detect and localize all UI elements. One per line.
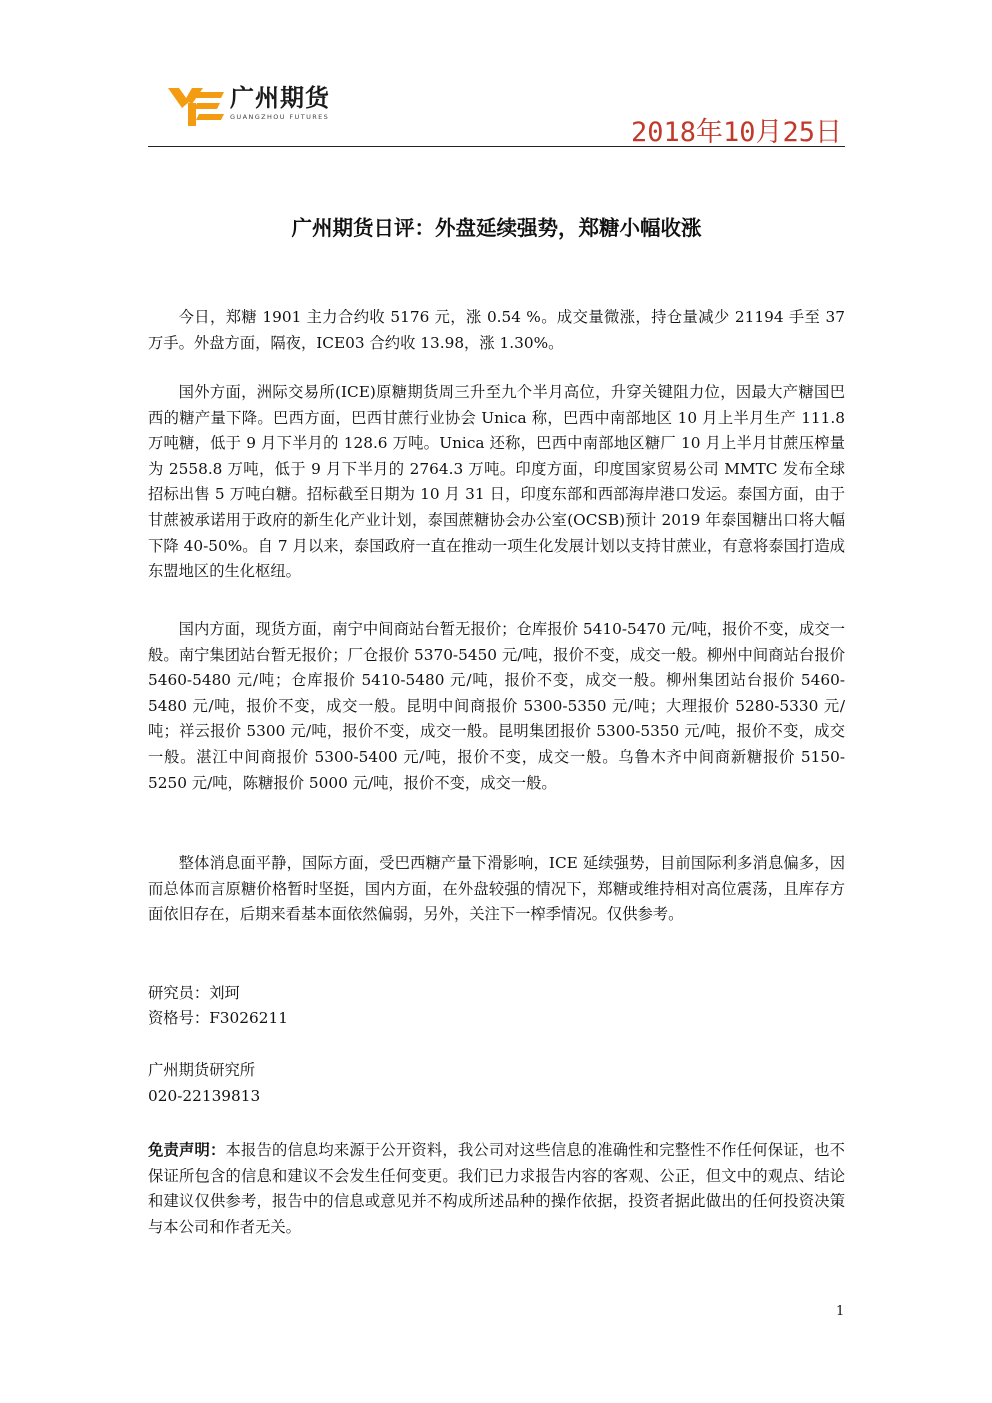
paragraph-market-summary: 今日，郑糖 1901 主力合约收 5176 元，涨 0.54 %。成交量微涨，持仓量减少 21194 手至 37 万手。外盘方面，隔夜，ICE03 合约收 13.98，涨 1.30%。 [148,308,845,352]
license-number: 资格号：F3026211 [148,1009,288,1027]
company-logo [168,84,330,126]
disclaimer [148,1138,845,1240]
phone-number: 020-22139813 [148,1087,261,1105]
report-date: 2018年10月25日 [630,117,842,148]
report-title: 广州期货日评：外盘延续强势，郑糖小幅收涨 [291,216,702,240]
researcher-name: 研究员：刘珂 [148,984,240,1002]
logo-chinese-name: 广州期货 [230,84,330,112]
header-divider [148,146,845,147]
disclaimer-label: 免责声明： [148,1141,226,1159]
page-number: 1 [836,1304,845,1319]
guangzhou-futures-logo-icon [168,84,224,126]
paragraph-outlook: 整体消息面平静，国际方面，受巴西糖产量下滑影响，ICE 延续强势，目前国际利多消息偏多，因而总体而言原糖价格暂时坚挺，国内方面，在外盘较强的情况下，郑糖或维持相对高位震荡，且库存方面依旧存在，后期来看基本面依然偏弱，另外，关注下一榨季情况。仅供参考。 [148,854,845,924]
institute-name: 广州期货研究所 [148,1061,256,1079]
logo-english-name: GUANGZHOU FUTURES [230,113,330,121]
disclaimer-text: 本报告的信息均来源于公开资料，我公司对这些信息的准确性和完整性不作任何保证，也不保证所包含的信息和建议不会发生任何变更。我们已力求报告内容的客观、公正，但文中的观点、结论和建议仅供参考，报告中的信息或意见并不构成所述品种的操作依据，投资者据此做出的任何投资决策与本公司和作者无关。 [148,1141,845,1236]
paragraph-international: 国外方面，洲际交易所(ICE)原糖期货周三升至九个半月高位，升穿关键阻力位，因最大产糖国巴西的糖产量下降。巴西方面，巴西甘蔗行业协会 Unica 称，巴西中南部地区 10 月上半月生产 111.8 万吨糖，低于 9 月下半月的 128.6 万吨。Unica 还称，巴西中南部地区糖厂 10 月上半月甘蔗压榨量为 2558.8 万吨，低于 9 月下半月的 2764.3 万吨。印度方面，印度国家贸易公司 MMTC 发布全球招标出售 5 万吨白糖。招标截至日期为 10 月 31 日，印度东部和西部海岸港口发运。泰国方面，由于甘蔗被承诺用于政府的新生化产业计划，泰国蔗糖协会办公室(OCSB)预计 2019 年泰国糖出口将大幅下降 40-50%。自 7 月以来，泰国政府一直在推动一项生化发展计划以支持甘蔗业，有意将泰国打造成东盟地区的生化枢纽。 [148,383,845,581]
paragraph-domestic: 国内方面，现货方面，南宁中间商站台暂无报价；仓库报价 5410-5470 元/吨，报价不变，成交一般。南宁集团站台暂无报价；厂仓报价 5370-5450 元/吨，报价不变，成交一般。柳州中间商站台报价 5460-5480 元/吨；仓库报价 5410-5480 元/吨，报价不变，成交一般。柳州集团站台报价 5460-5480 元/吨，报价不变，成交一般。昆明中间商报价 5300-5350 元/吨；大理报价 5280-5330 元/吨；祥云报价 5300 元/吨，报价不变，成交一般。昆明集团报价 5300-5350 元/吨，报价不变，成交一般。湛江中间商报价 5300-5400 元/吨，报价不变，成交一般。乌鲁木齐中间商新糖报价 5150-5250 元/吨，陈糖报价 5000 元/吨，报价不变，成交一般。 [148,620,845,792]
